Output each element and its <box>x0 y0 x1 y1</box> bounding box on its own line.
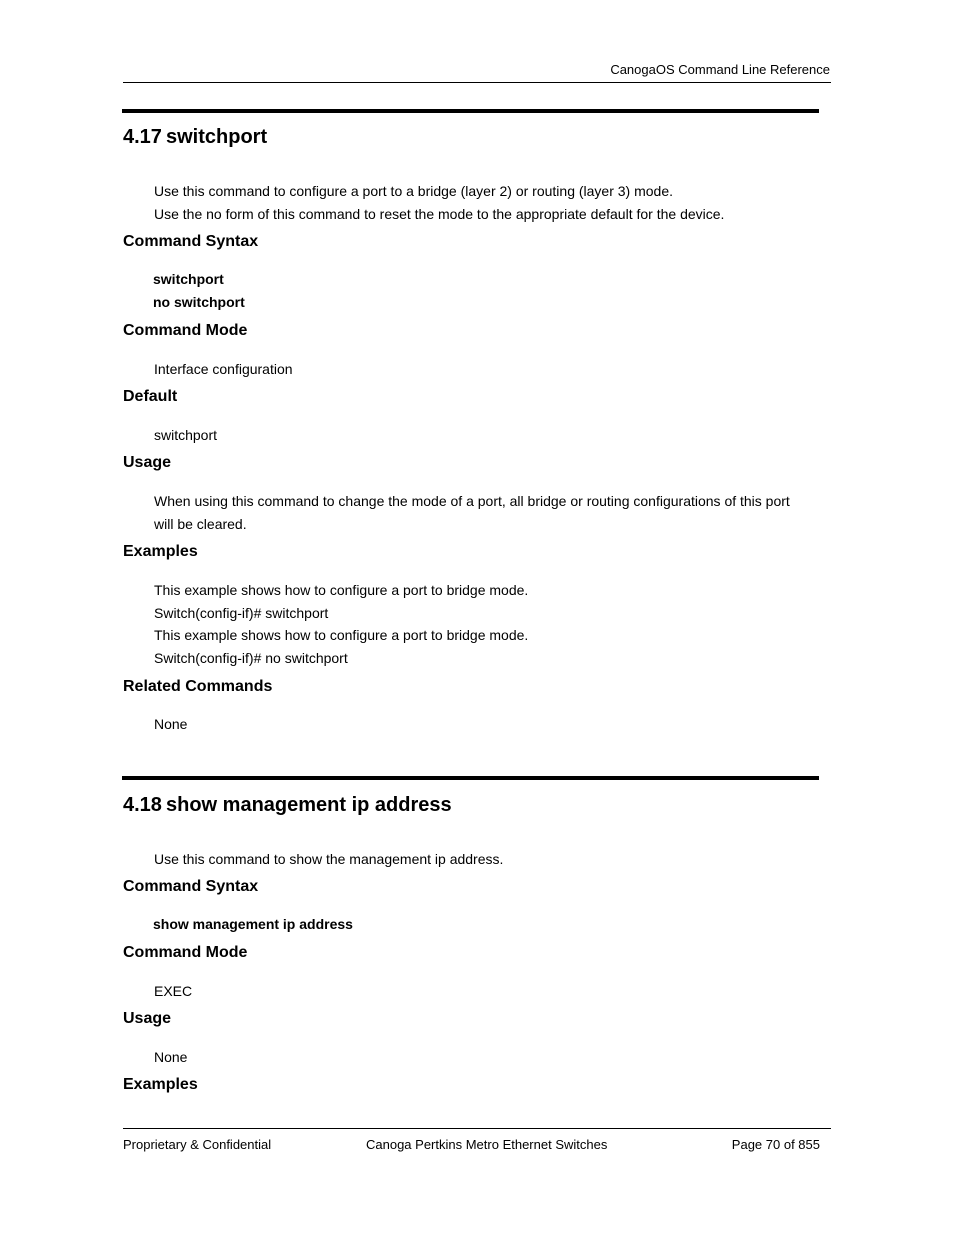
section-intro <box>154 848 503 871</box>
intro-line: Use the no form of this command to reset the mode to the appropriate default for the device. <box>154 205 725 222</box>
intro-line: Use this command to configure a port to a bridge (layer 2) or routing (layer 3) mode. <box>154 183 674 199</box>
command-syntax-heading: Command Syntax <box>123 233 259 250</box>
usage-heading: Usage <box>123 1010 172 1027</box>
section-intro <box>154 180 724 225</box>
footer-rule <box>123 1128 831 1129</box>
default-value: switchport <box>154 427 218 443</box>
syntax-command: no switchport <box>153 294 245 310</box>
header-rule <box>123 82 831 83</box>
usage-line: When using this command to change the mode of a port, all bridge or routing configurations of this port <box>154 493 790 509</box>
command-mode-value: Interface configuration <box>154 361 293 377</box>
running-header: CanogaOS Command Line Reference <box>610 62 830 77</box>
section-number: 4.18 <box>123 794 162 816</box>
example-line: This example shows how to configure a port to bridge mode. <box>154 627 529 644</box>
usage-text: None <box>154 1049 188 1065</box>
section-title: switchport <box>166 126 268 148</box>
related-commands-value: None <box>154 716 188 732</box>
default-heading: Default <box>123 388 178 405</box>
command-mode-heading: Command Mode <box>123 322 248 339</box>
command-mode-value: EXEC <box>154 983 193 999</box>
footer-left: Proprietary & Confidential <box>123 1137 272 1152</box>
command-syntax-heading: Command Syntax <box>123 878 259 895</box>
intro-line: Use this command to show the management ip address. <box>154 851 504 867</box>
page-number: Page 70 of 855 <box>731 1137 820 1152</box>
section-heading-show-management-ip-address <box>123 794 452 817</box>
example-line: Switch(config-if)# switchport <box>154 604 329 621</box>
command-mode-heading: Command Mode <box>123 944 248 961</box>
section-rule <box>122 776 819 780</box>
section-rule <box>122 109 819 113</box>
related-commands-heading: Related Commands <box>123 678 273 695</box>
usage-heading: Usage <box>123 454 172 471</box>
section-number: 4.17 <box>123 126 162 148</box>
footer-center: Canoga Pertkins Metro Ethernet Switches <box>366 1137 608 1152</box>
section-heading-switchport <box>123 126 267 149</box>
usage-line: will be cleared. <box>154 515 247 532</box>
examples-text <box>154 579 528 669</box>
examples-heading: Examples <box>123 543 198 560</box>
syntax-command: show management ip address <box>153 916 353 932</box>
syntax-command: switchport <box>153 271 224 287</box>
section-title: show management ip address <box>166 794 452 816</box>
example-line: Switch(config-if)# no switchport <box>154 649 348 666</box>
usage-text <box>154 490 790 535</box>
example-line: This example shows how to configure a port to bridge mode. <box>154 582 529 598</box>
examples-heading: Examples <box>123 1076 198 1093</box>
